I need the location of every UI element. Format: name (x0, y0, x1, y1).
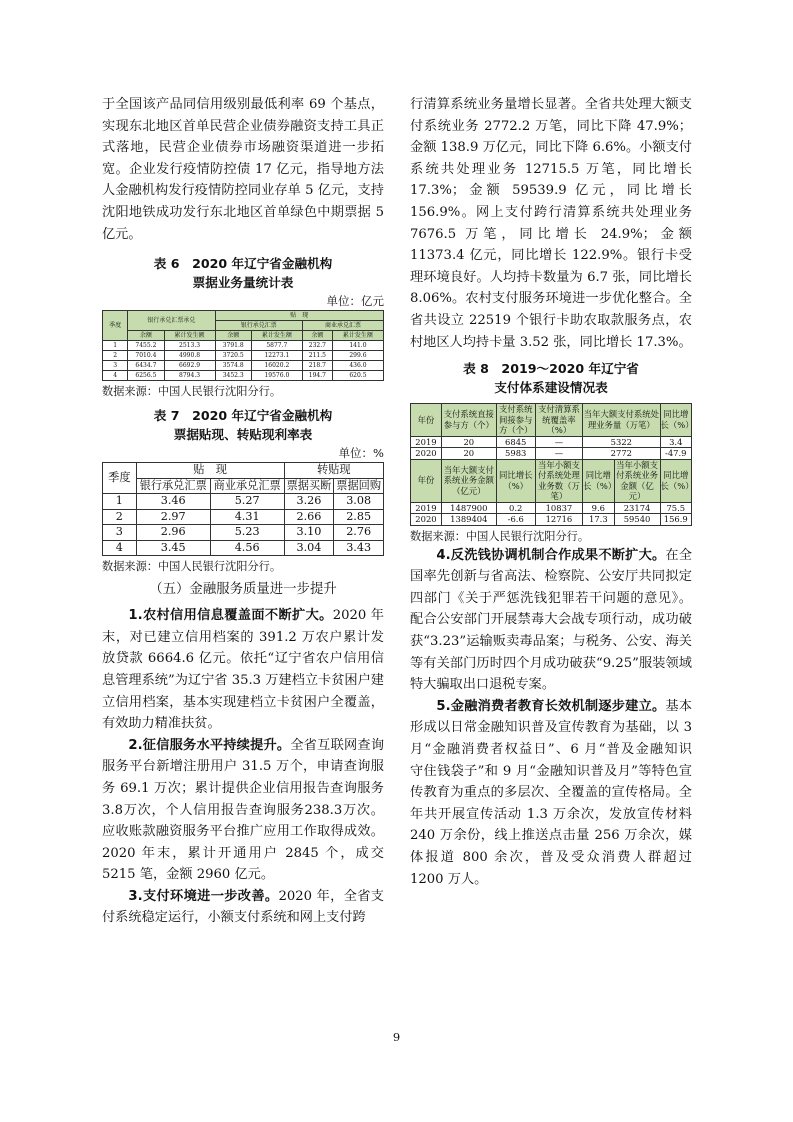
cell: 16020.2 (251, 361, 302, 371)
cell: 0.2 (496, 502, 535, 514)
cell: 2 (103, 351, 128, 361)
t6-h-season: 季度 (103, 311, 128, 341)
cell: 218.7 (302, 361, 332, 371)
paragraph-lead: 3.支付环境进一步改善。 (128, 888, 279, 904)
t8-h1-3: 当年大额支付系统处理业务量（万笔） (583, 404, 660, 437)
table-row (411, 448, 692, 460)
page-number: 9 (392, 1030, 401, 1044)
cell: 156.9 (660, 514, 691, 526)
t6-h-cum: 累计发生额 (251, 331, 302, 341)
cell: 436.0 (332, 361, 383, 371)
t6-h-balance: 余额 (215, 331, 251, 341)
table6 (102, 310, 384, 381)
table8-caption-line2: 支付体系建设情况表 (494, 380, 608, 396)
t8-h2-3: 同比增长（%） (583, 459, 614, 502)
table8-source: 数据来源：中国人民银行沈阳分行。 (410, 529, 590, 543)
t7-h-bank-bill: 银行承兑汇票 (136, 478, 210, 494)
t6-h-balance: 余额 (302, 331, 332, 341)
paragraph-text: 基本形成以日常金融知识普及宣传教育为基础，以 3 月“金融消费者权益日”、6 月“普及金融知识 守住钱袋子”和 9 月“金融知识普及月”等特色宣传教育为重点的多层次、全覆盖的宣传格局。全年共开展宣传活动 1.3 万余次，发放宣传材料 240 万余份，线上推送点击量 256 万余次，媒体报道 800 余次，普及受众消费人群超过 1200 万人。 (410, 698, 706, 887)
cell: 3.04 (284, 540, 334, 556)
t7-h-repo: 票据回购 (334, 478, 384, 494)
cell: 2020 (411, 448, 442, 460)
table6-caption-line2: 票据业务量统计表 (192, 275, 294, 291)
cell: 3452.3 (215, 371, 251, 381)
cell: 211.5 (302, 351, 332, 361)
cell: 10837 (535, 502, 582, 514)
t6-h-bank-accept: 银行承兑汇票承兑 (128, 311, 215, 331)
cell: 3 (103, 525, 137, 541)
table8 (410, 403, 692, 526)
cell: 6845 (496, 436, 535, 448)
cell: 59540 (614, 514, 660, 526)
cell: 3.43 (334, 540, 384, 556)
section-title: （五）金融服务质量进一步提升 (149, 582, 337, 598)
cell: 6256.5 (128, 371, 164, 381)
cell: 20 (441, 436, 496, 448)
t8-h1-1: 支付系统间接参与方（个） (496, 404, 535, 437)
paragraph-lead: 2.征信服务水平持续提升。 (128, 737, 291, 753)
paragraph-rural-credit (102, 605, 384, 735)
t8-h1-2: 支付清算系统覆盖率（%） (535, 404, 582, 437)
cell: 3720.5 (215, 351, 251, 361)
cell: — (535, 448, 582, 460)
cell: 4.56 (210, 540, 284, 556)
t8-h2-5: 同比增长（%） (660, 459, 691, 502)
cell: 8794.3 (164, 371, 215, 381)
cell: 6434.7 (128, 361, 164, 371)
t8-h2-0: 当年大额支付系统业务金额（亿元） (441, 459, 496, 502)
paragraph-text: 全省互联网查询服务平台新增注册用户 31.5 万个，申请查询服务 69.1 万次；累计提供企业信用报告查询服务3.8万次，个人信用报告查询服务238.3万次。应收账款融资服务平台推广应用工作取得成效。2020 年末，累计开通用户 2845 个，成交 5215 笔，金额 2960 亿元。 (102, 737, 385, 883)
cell: 12273.1 (251, 351, 302, 361)
cell: 4.31 (210, 509, 284, 525)
paragraph-lead: 4.反洗钱协调机制合作成果不断扩大。 (436, 547, 666, 563)
cell: 141.0 (332, 341, 383, 351)
t6-h-balance: 余额 (128, 331, 164, 341)
cell: 17.3 (583, 514, 614, 526)
table-row (103, 371, 384, 381)
cell: 3 (103, 361, 128, 371)
cell: 232.7 (302, 341, 332, 351)
cell: 4990.8 (164, 351, 215, 361)
table-row (103, 525, 384, 541)
t7-h-season: 季度 (103, 463, 137, 494)
paragraph-credit-service (102, 735, 384, 886)
cell: 20 (441, 448, 496, 460)
cell: 4 (103, 371, 128, 381)
t6-h-cum: 累计发生额 (164, 331, 215, 341)
cell: 2513.3 (164, 341, 215, 351)
cell: 2.96 (136, 525, 210, 541)
cell: 5322 (583, 436, 660, 448)
cell: 19576.0 (251, 371, 302, 381)
table-row (103, 494, 384, 510)
cell: 3.4 (660, 436, 691, 448)
cell: 2019 (411, 502, 442, 514)
left-column (102, 94, 384, 929)
paragraph-consumer-education (410, 696, 706, 890)
t7-h-comm-bill: 商业承兑汇票 (210, 478, 284, 494)
t8-h-year: 年份 (411, 459, 442, 502)
t8-h1-4: 同比增长（%） (660, 404, 691, 437)
cell: 1487900 (441, 502, 496, 514)
cell: — (535, 436, 582, 448)
cell: 7010.4 (128, 351, 164, 361)
paragraph-lead: 5.金融消费者教育长效机制逐步建立。 (436, 698, 666, 714)
paragraph-lead: 1.农村信用信息覆盖面不断扩大。 (128, 608, 333, 624)
cell: 1 (103, 341, 128, 351)
paragraph-payment-env (102, 886, 384, 929)
cell: 3.26 (284, 494, 334, 510)
paragraph-aml (410, 545, 692, 696)
table6-unit: 单位：亿元 (326, 294, 384, 309)
payment-continued-paragraph: 行清算系统业务量增长显著。全省共处理大额支付系统业务 2772.2 万笔，同比下降 47.9%；金额 138.9 万亿元，同比下降 6.6%。小额支付系统共处理业务 12715.5 万笔，同比增长 17.3%；金额 59539.9 亿元，同比增长 156.9%。网上支付跨行清算系统共处理业务 7676.5 万笔，同比增长 24.9%；金额 11373.4 亿元，同比增长 122.9%。银行卡受理环境良好。人均持卡数量为 6.7 张，同比增长 8.06%。农村支付服务环境进一步优化整合。全省共设立 22519 个银行卡助农取款服务点，农村地区人均持卡量 3.52 张，同比增长 17.3%。 (410, 97, 692, 350)
cell: 299.6 (332, 351, 383, 361)
cell: 12716 (535, 514, 582, 526)
cell: 7455.2 (128, 341, 164, 351)
cell: 3.46 (136, 494, 210, 510)
paragraph-text: 2020 年，全省支付系统稳定运行，小额支付系统和网上支付跨 (102, 888, 384, 926)
table-row (103, 351, 384, 361)
cell: 3791.8 (215, 341, 251, 351)
cell: 75.5 (660, 502, 691, 514)
cell: 2 (103, 509, 137, 525)
cell: 3.08 (334, 494, 384, 510)
cell: 4 (103, 540, 137, 556)
table-row (103, 509, 384, 525)
cell: 2.66 (284, 509, 334, 525)
table-row (411, 502, 692, 514)
cell: 23174 (614, 502, 660, 514)
cell: 1 (103, 494, 137, 510)
cell: 6692.9 (164, 361, 215, 371)
t6-h-bank-bill: 银行承兑汇票 (215, 321, 302, 331)
right-column (410, 94, 706, 890)
cell: 194.7 (302, 371, 332, 381)
cell: 2772 (583, 448, 660, 460)
cell: 5877.7 (251, 341, 302, 351)
table7 (102, 462, 384, 556)
t6-h-cum: 累计发生额 (332, 331, 383, 341)
cell: 1389404 (441, 514, 496, 526)
cell: 2.85 (334, 509, 384, 525)
table6-source: 数据来源：中国人民银行沈阳分行。 (102, 385, 282, 399)
cell: 3574.8 (215, 361, 251, 371)
table7-caption-line2: 票据贴现、转贴现利率表 (173, 427, 313, 443)
cell: 2.76 (334, 525, 384, 541)
t6-h-discount: 贴 现 (215, 311, 383, 321)
cell: 620.5 (332, 371, 383, 381)
cell: 5.27 (210, 494, 284, 510)
t8-h2-2: 当年小额支付系统处理业务数（万笔） (535, 459, 582, 502)
t6-h-comm-bill: 商业承兑汇票 (302, 321, 383, 331)
cell: 5.23 (210, 525, 284, 541)
table-row (103, 540, 384, 556)
table-row (411, 514, 692, 526)
table-row (411, 436, 692, 448)
cell: 3.10 (284, 525, 334, 541)
t8-h2-1: 同比增长（%） (496, 459, 535, 502)
t8-h-year: 年份 (411, 404, 442, 437)
table-row (103, 361, 384, 371)
cell: 2020 (411, 514, 442, 526)
intro-paragraph: 于全国该产品同信用级别最低利率 69 个基点，实现东北地区首单民营企业债券融资支持工具正式落地，民营企业债券市场融资渠道进一步拓宽。企业发行疫情防控债 17 亿元，指导地方法人金融机构发行疫情防控同业存单 5 亿元，支持沈阳地铁成功发行东北地区首单绿色中期票据 5 亿元。 (102, 97, 384, 242)
table7-unit: 单位：% (338, 446, 384, 461)
paragraph-text: 在全国率先创新与省高法、检察院、公安厅共同拟定四部门《关于严惩洗钱犯罪若干问题的意见》。配合公安部门开展禁毒大会战专项行动，成功破获“3.23”运输贩卖毒品案；与税务、公安、海关等有关部门历时四个月成功破获“9.25”服装领域特大骗取出口退税专案。 (410, 547, 693, 693)
cell: 9.6 (583, 502, 614, 514)
table6-caption-line1: 表 6 2020 年辽宁省金融机构 (153, 256, 333, 272)
t8-h1-0: 支付系统直接参与方（个） (441, 404, 496, 437)
table8-caption-line1: 表 8 2019～2020 年辽宁省 (463, 361, 639, 377)
paragraph-text: 2020 年末，对已建立信用档案的 391.2 万农户累计发放贷款 6664.6 亿元。依托“辽宁省农户信用信息管理系统”为辽宁省 35.3 万建档立卡贫困户建立信用档案，基本实现建档立卡贫困户全覆盖，有效助力精准扶贫。 (102, 608, 384, 732)
table-row (103, 341, 384, 351)
t8-h2-4: 当年小额支付系统业务金额（亿元） (614, 459, 660, 502)
t7-h-discount: 贴 现 (136, 463, 284, 479)
table7-caption-line1: 表 7 2020 年辽宁省金融机构 (153, 408, 333, 424)
t7-h-rediscount: 转贴现 (284, 463, 383, 479)
cell: -47.9 (660, 448, 691, 460)
t7-h-buy: 票据买断 (284, 478, 334, 494)
table7-source: 数据来源：中国人民银行沈阳分行。 (102, 560, 282, 574)
cell: 5983 (496, 448, 535, 460)
cell: -6.6 (496, 514, 535, 526)
cell: 2019 (411, 436, 442, 448)
cell: 2.97 (136, 509, 210, 525)
cell: 3.45 (136, 540, 210, 556)
